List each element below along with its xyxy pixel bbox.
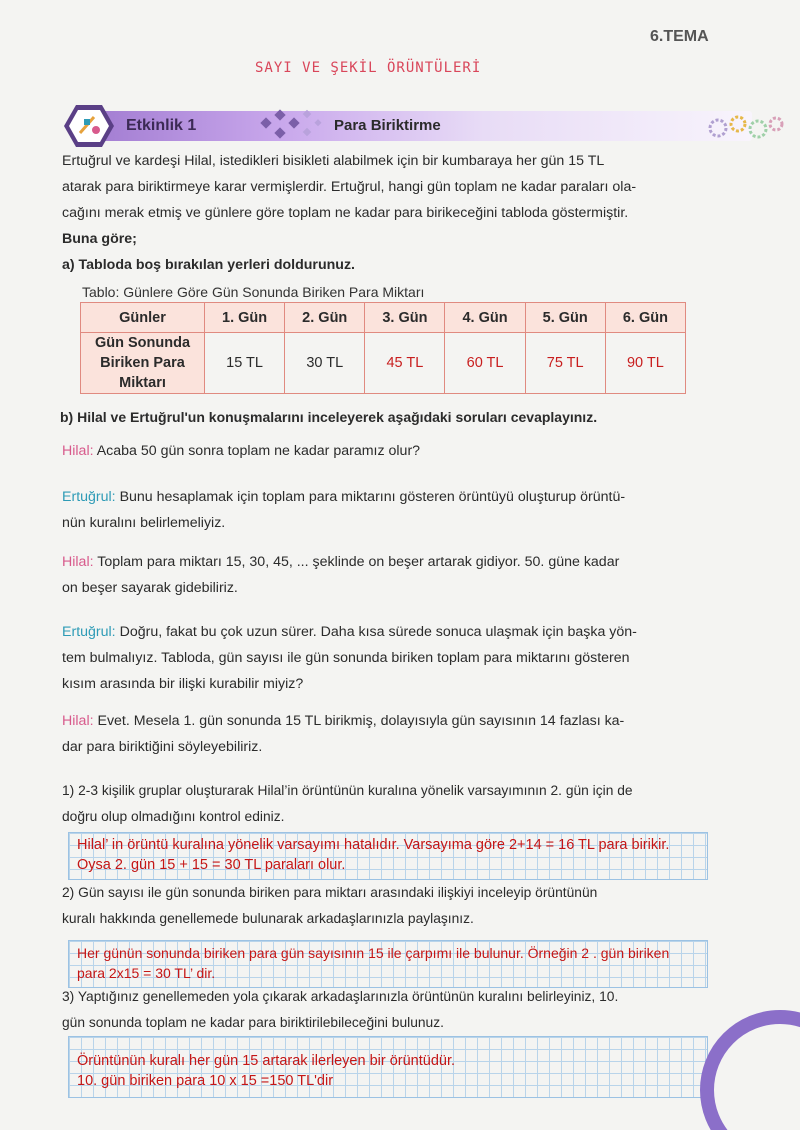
table-day-cell: 1. Gün: [205, 303, 285, 333]
dialogue-text: Doğru, fakat bu çok uzun sürer. Daha kısa sürede sonuca ulaşmak için başka yön-: [115, 624, 637, 640]
question-text: 3) Yaptığınız genellemeden yola çıkarak arkadaşlarınızla örüntünün kuralını belirleyiniz, 10.: [62, 989, 619, 1004]
dialogue-text: dar para biriktiğini söyleyebiliriz.: [62, 739, 263, 755]
table-answer-cell: 45 TL: [365, 333, 445, 394]
dialogue-text: nün kuralını belirlemeliyiz.: [62, 515, 226, 531]
table-row: [81, 333, 686, 394]
question-text: kuralı hakkında genellemede bulunarak arkadaşlarınızla paylaşınız.: [62, 911, 474, 926]
dialogue-text: Evet. Mesela 1. gün sonunda 15 TL birikmiş, dolayısıyla gün sayısının 14 fazlası ka-: [93, 713, 625, 729]
activity-hexagon-icon: [62, 103, 116, 149]
dialogue-text: Toplam para miktarı 15, 30, 45, ... şeklinde on beşer artarak gidiyor. 50. güne kadar: [93, 554, 620, 570]
speaker-hilal: Hilal:: [62, 713, 94, 729]
answer-text: Her günün sonunda biriken para gün sayısının 15 ile çarpımı ile bulunur. Örneğin 2 . gün biriken: [77, 945, 670, 961]
speaker-hilal: Hilal:: [62, 443, 94, 459]
intro-paragraph: [62, 148, 636, 278]
question-text: 2) Gün sayısı ile gün sonunda biriken para miktarı arasındaki ilişkiyi inceleyip örüntünün: [62, 885, 598, 900]
dialogue-text: Acaba 50 gün sonra toplam ne kadar paramız olur?: [93, 443, 421, 459]
intro-line: cağını merak etmiş ve günlere göre toplam ne kadar para birikeceğini tabloda göstermiştir.: [62, 205, 629, 221]
savings-table: [80, 302, 686, 394]
dialogue-text: on beşer sayarak gidebiliriz.: [62, 580, 238, 596]
dialogue-text: Bunu hesaplamak için toplam para miktarını gösteren örüntüyü oluşturup örüntü-: [115, 489, 626, 505]
answer-text: Örüntünün kuralı her gün 15 artarak ilerleyen bir örüntüdür.: [77, 1053, 456, 1069]
answer-text: Hilal’ in örüntü kuralına yönelik varsayımı hatalıdır. Varsayıma göre 2+14 = 16 TL para birikir.: [77, 837, 670, 853]
question-2: [62, 880, 597, 932]
dialogue-text: tem bulmalıyız. Tabloda, gün sayısı ile gün sonunda biriken toplam para miktarını gösteren: [62, 650, 630, 666]
table-header-row: [81, 303, 686, 333]
table-header-label: Günler: [81, 303, 205, 333]
answer-text: para 2x15 = 30 TL’ dir.: [77, 965, 216, 981]
speaker-hilal: Hilal:: [62, 554, 94, 570]
intro-line: atarak para biriktirmeye karar vermişlerdir. Ertuğrul, hangi gün toplam ne kadar paraları ola-: [62, 179, 637, 195]
activity-banner: [62, 103, 752, 147]
question-text: gün sonunda toplam ne kadar para biriktirilebileceğini bulunuz.: [62, 1015, 444, 1030]
answer-box-2: [68, 940, 708, 988]
question-a: a) Tabloda boş bırakılan yerleri doldurunuz.: [62, 257, 355, 273]
table-day-cell: 6. Gün: [605, 303, 685, 333]
question-b: b) Hilal ve Ertuğrul'un konuşmalarını inceleyerek aşağıdaki soruları cevaplayınız.: [60, 409, 598, 425]
activity-topic: Para Biriktirme: [334, 117, 441, 134]
table-day-cell: 4. Gün: [445, 303, 525, 333]
dialogue-line: [62, 549, 619, 601]
question-text: doğru olup olmadığını kontrol ediniz.: [62, 809, 285, 824]
row-label-line: Miktarı: [119, 375, 166, 391]
table-day-cell: 2. Gün: [285, 303, 365, 333]
dialogue-line: [62, 484, 625, 536]
answer-box-3: [68, 1036, 708, 1098]
corner-arc-decoration: [700, 1010, 800, 1130]
table-day-cell: 3. Gün: [365, 303, 445, 333]
table-caption: Tablo: Günlere Göre Gün Sonunda Biriken Para Miktarı: [82, 284, 425, 300]
table-answer-cell: 75 TL: [525, 333, 605, 394]
intro-line: Ertuğrul ve kardeşi Hilal, istedikleri bisikleti alabilmek için bir kumbaraya her gün 15 TL: [62, 153, 605, 169]
row-label-line: Biriken Para: [100, 355, 185, 371]
theme-label: 6.TEMA: [650, 28, 709, 45]
dialogue-line: [62, 438, 420, 464]
table-row-label: [81, 333, 205, 394]
dialogue-line: [62, 619, 637, 697]
diamond-pattern-icon: [252, 105, 332, 145]
speaker-ertugrul: Ertuğrul:: [62, 624, 116, 640]
question-text: 1) 2-3 kişilik gruplar oluşturarak Hilal’in örüntünün kuralına yönelik varsayımının 2. gün için de: [62, 783, 633, 798]
table-answer-cell: 90 TL: [605, 333, 685, 394]
speaker-ertugrul: Ertuğrul:: [62, 489, 116, 505]
table-value-cell: 30 TL: [285, 333, 365, 394]
question-3: [62, 984, 618, 1036]
activity-label: Etkinlik 1: [126, 117, 197, 134]
table-day-cell: 5. Gün: [525, 303, 605, 333]
dialogue-line: [62, 708, 624, 760]
answer-text: 10. gün biriken para 10 x 15 =150 TL'dir: [77, 1073, 334, 1089]
answer-text: Oysa 2. gün 15 + 15 = 30 TL paraları olur.: [77, 857, 346, 873]
gears-decoration-icon: [706, 112, 786, 142]
dialogue-text: kısım arasında bir ilişki kurabilir miyiz?: [62, 676, 304, 692]
table-value-cell: 15 TL: [205, 333, 285, 394]
row-label-line: Gün Sonunda: [94, 335, 191, 351]
question-1: [62, 778, 633, 830]
table-answer-cell: 60 TL: [445, 333, 525, 394]
intro-line: Buna göre;: [62, 231, 137, 247]
answer-box-1: [68, 832, 708, 880]
page-title: SAYI VE ŞEKİL ÖRÜNTÜLERİ: [255, 60, 482, 76]
